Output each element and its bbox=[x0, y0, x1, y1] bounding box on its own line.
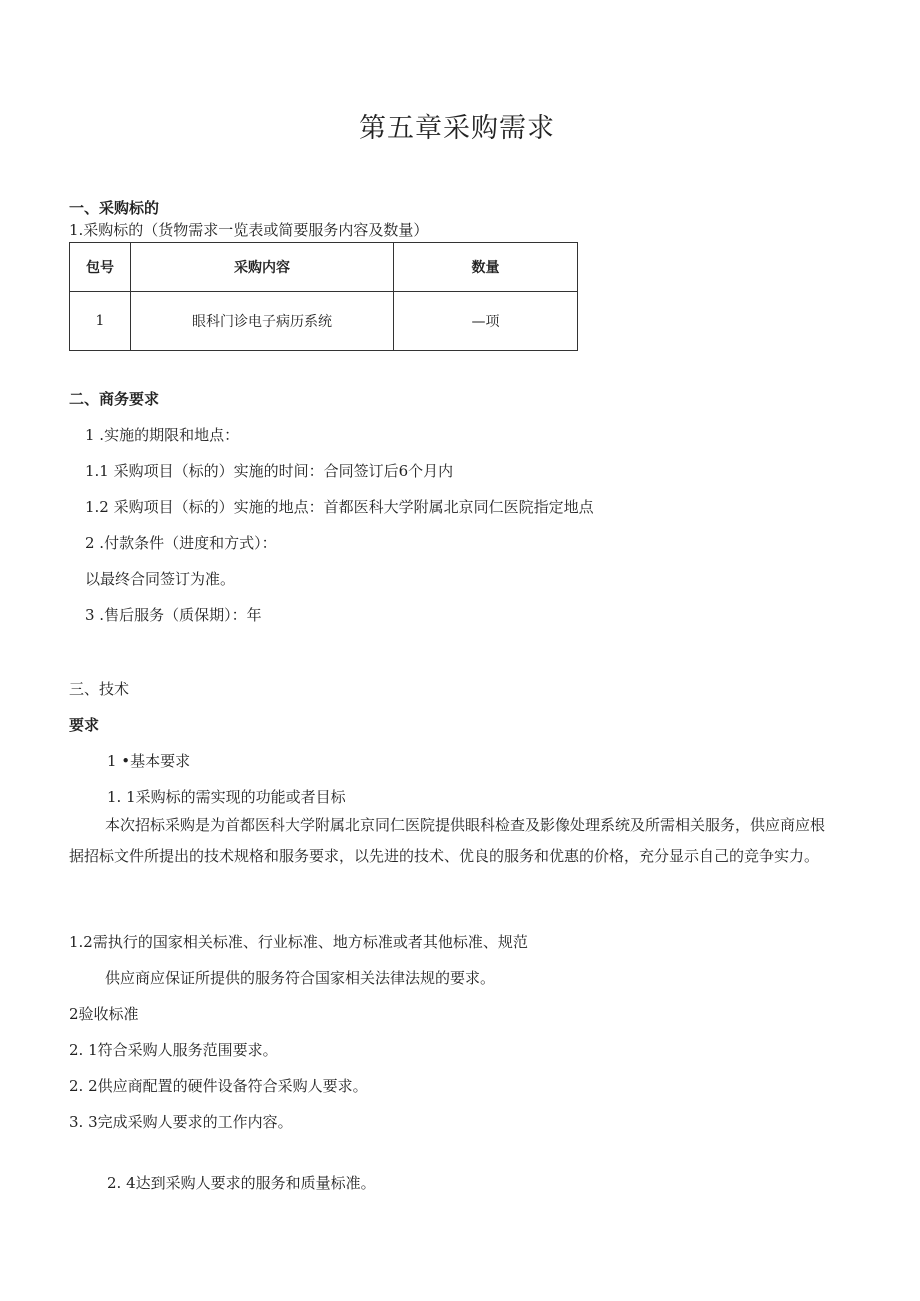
business-item: 1 .实施的期限和地点： bbox=[85, 426, 240, 444]
standards-heading: 1.2需执行的国家相关标准、行业标准、地方标准或者其他标准、规范 bbox=[69, 933, 528, 951]
table-row bbox=[70, 292, 578, 351]
table-header-row bbox=[70, 243, 578, 292]
business-item: 以最终合同签订为准。 bbox=[85, 570, 236, 588]
table-cell-quantity: —项 bbox=[394, 292, 578, 351]
table-header-package-no: 包号 bbox=[70, 243, 131, 292]
business-item: 2 .付款条件（进度和方式）： bbox=[85, 534, 277, 552]
goal-heading: 1. 1采购标的需实现的功能或者目标 bbox=[107, 788, 346, 806]
section-heading-procurement-subject: 一、采购标的 bbox=[69, 199, 160, 217]
section-subheading-requirements: 要求 bbox=[69, 716, 100, 734]
section-heading-business-requirements: 二、商务要求 bbox=[69, 390, 160, 408]
acceptance-item: 3. 3完成采购人要求的工作内容。 bbox=[69, 1113, 293, 1131]
basic-requirements-heading: 1 •基本要求 bbox=[107, 752, 191, 770]
table-header-content: 采购内容 bbox=[131, 243, 394, 292]
business-item: 1.2 采购项目（标的）实施的地点：首都医科大学附属北京同仁医院指定地点 bbox=[85, 498, 594, 516]
page-title: 第五章采购需求 bbox=[359, 113, 555, 144]
table-cell-content: 眼科门诊电子病历系统 bbox=[131, 292, 394, 351]
acceptance-item: 2. 1符合采购人服务范围要求。 bbox=[69, 1041, 278, 1059]
goal-paragraph: 本次招标采购是为首都医科大学附属北京同仁医院提供眼科检查及影像处理系统及所需相关服务，供应商应根据招标文件所提出的技术规格和服务要求，以先进的技术、优良的服务和优惠的价格，充分显示自己的竞争实力。 bbox=[69, 816, 826, 865]
procurement-subject-subheading: 1.采购标的（货物需求一览表或简要服务内容及数量） bbox=[69, 221, 429, 239]
business-item: 1.1 采购项目（标的）实施的时间：合同签订后6个月内 bbox=[85, 462, 454, 480]
acceptance-item: 2. 4达到采购人要求的服务和质量标准。 bbox=[107, 1174, 376, 1192]
table-cell-package-no: 1 bbox=[70, 292, 131, 351]
acceptance-item: 2. 2供应商配置的硬件设备符合采购人要求。 bbox=[69, 1077, 368, 1095]
acceptance-heading: 2验收标准 bbox=[69, 1005, 139, 1023]
table-header-quantity: 数量 bbox=[394, 243, 578, 292]
business-item: 3 .售后服务（质保期）：年 bbox=[85, 606, 262, 624]
standards-paragraph: 供应商应保证所提供的服务符合国家相关法律法规的要求。 bbox=[105, 969, 496, 987]
procurement-items-table bbox=[69, 242, 578, 351]
section-heading-technical: 三、技术 bbox=[69, 680, 130, 698]
